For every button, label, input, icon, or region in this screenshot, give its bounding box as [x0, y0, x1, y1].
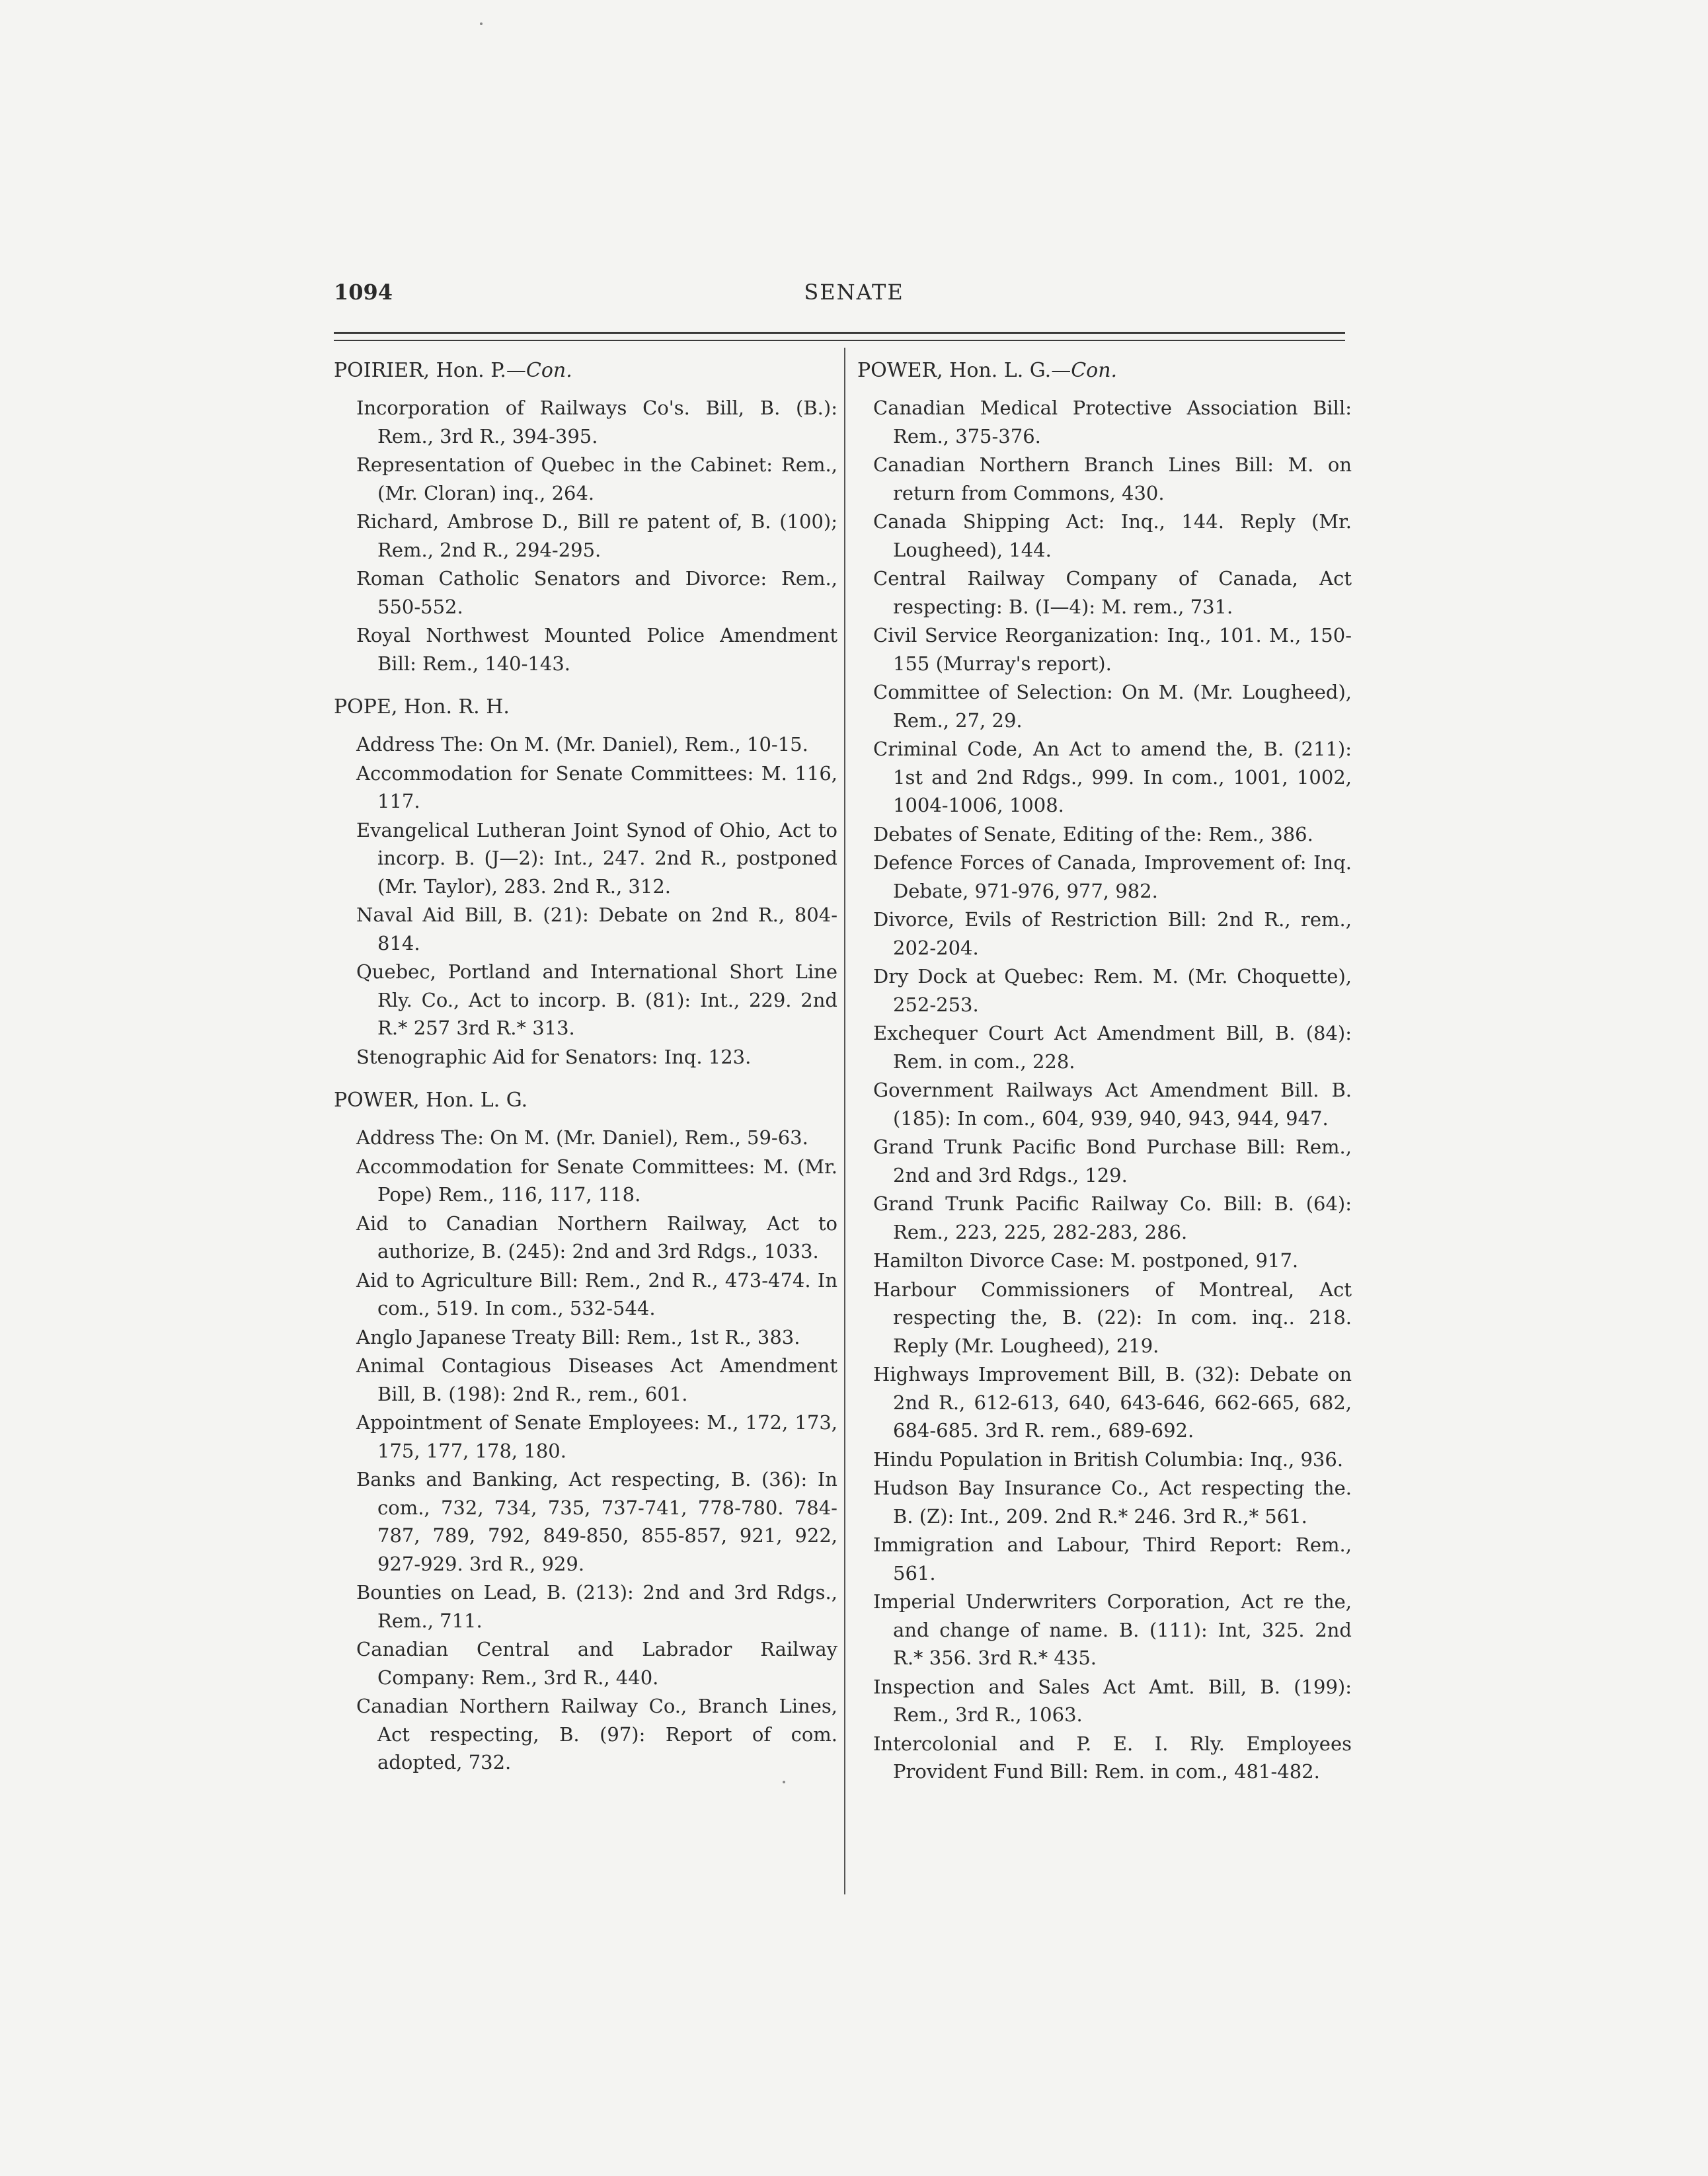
index-entry: Dry Dock at Quebec: Rem. M. (Mr. Choquette), 252-253. — [873, 965, 1352, 1016]
index-entry: Debates of Senate, Editing of the: Rem., 386. — [873, 822, 1313, 845]
page-number: 1094 — [334, 280, 393, 305]
index-entry: Grand Trunk Pacific Bond Purchase Bill: Rem., 2nd and 3rd Rdgs., 129. — [873, 1136, 1352, 1186]
right-column — [857, 357, 1352, 1787]
scan-speck — [783, 1781, 785, 1783]
column-divider — [844, 348, 845, 1894]
index-entry: Accommodation for Senate Committees: M. 116, 117. — [356, 761, 837, 812]
index-entry: Incorporation of Railways Co's. Bill, B. (B.): Rem., 3rd R., 394-395. — [356, 397, 837, 447]
index-heading — [334, 693, 837, 721]
index-entry: Stenographic Aid for Senators: Inq. 123. — [356, 1045, 752, 1068]
heading-name: POWER, Hon. L. G. — [334, 1089, 528, 1112]
heading-name: POPE, Hon. R. H. — [334, 695, 510, 719]
index-entry: Aid to Canadian Northern Railway, Act to authorize, B. (245): 2nd and 3rd Rdgs., 1033. — [356, 1212, 837, 1263]
index-heading — [334, 357, 837, 385]
index-entry: Hindu Population in British Columbia: Inq., 936. — [873, 1448, 1344, 1471]
index-entry: Exchequer Court Act Amendment Bill, B. (84): Rem. in com., 228. — [873, 1022, 1352, 1073]
heading-continued: Con. — [525, 359, 572, 382]
index-entry: Naval Aid Bill, B. (21): Debate on 2nd R., 804-814. — [356, 904, 837, 954]
index-entry: Inspection and Sales Act Amt. Bill, B. (199): Rem., 3rd R., 1063. — [873, 1675, 1352, 1726]
index-entry: Evangelical Lutheran Joint Synod of Ohio, Act to incorp. B. (J—2): Int., 247. 2nd R., postponed (Mr. Taylor), 283. 2nd R., 312. — [356, 818, 837, 898]
index-entry: Banks and Banking, Act respecting, B. (36): In com., 732, 734, 735, 737-741, 778-780. 784-787, 789, 792, 849-850, 855-857, 921, 922, 927-929. 3rd R., 929. — [356, 1468, 837, 1575]
index-entry: Hamilton Divorce Case: M. postponed, 917. — [873, 1249, 1299, 1272]
index-entry: Animal Contagious Diseases Act Amendment Bill, B. (198): 2nd R., rem., 601. — [356, 1354, 837, 1405]
index-entry: Accommodation for Senate Committees: M. (Mr. Pope) Rem., 116, 117, 118. — [356, 1155, 837, 1206]
heading-name: POIRIER, Hon. P.— — [334, 359, 526, 382]
index-entry: Roman Catholic Senators and Divorce: Rem., 550-552. — [356, 567, 837, 618]
index-entry: Immigration and Labour, Third Report: Rem., 561. — [873, 1534, 1352, 1584]
index-entry: Intercolonial and P. E. I. Rly. Employees Provident Fund Bill: Rem. in com., 481-482. — [873, 1732, 1352, 1783]
index-heading — [334, 1087, 837, 1114]
index-entry: Committee of Selection: On M. (Mr. Lougheed), Rem., 27, 29. — [873, 681, 1352, 732]
index-entry: Imperial Underwriters Corporation, Act re the, and change of name. B. (111): Int, 325. 2nd R.* 356. 3rd R.* 435. — [873, 1590, 1352, 1669]
header-rule-lower — [334, 340, 1345, 341]
index-entry: Canadian Northern Railway Co., Branch Lines, Act respecting, B. (97): Report of com. adopted, 732. — [356, 1695, 837, 1773]
header-rule — [334, 332, 1345, 334]
index-entry: Government Railways Act Amendment Bill. B. (185): In com., 604, 939, 940, 943, 944, 947. — [873, 1079, 1352, 1130]
index-entry: Civil Service Reorganization: Inq., 101. M., 150-155 (Murray's report). — [873, 624, 1352, 675]
index-entry: Quebec, Portland and International Short Line Rly. Co., Act to incorp. B. (81): Int., 229. 2nd R.* 257 3rd R.* 313. — [356, 960, 837, 1039]
index-entry: Hudson Bay Insurance Co., Act respecting the. B. (Z): Int., 209. 2nd R.* 246. 3rd R.,* 561. — [873, 1477, 1352, 1528]
index-entry: Aid to Agriculture Bill: Rem., 2nd R., 473-474. In com., 519. In com., 532-544. — [356, 1268, 837, 1319]
running-head: SENATE — [804, 280, 904, 305]
index-entry: Richard, Ambrose D., Bill re patent of, B. (100); Rem., 2nd R., 294-295. — [356, 510, 837, 561]
left-column — [334, 357, 837, 1777]
index-entry: Canadian Central and Labrador Railway Company: Rem., 3rd R., 440. — [356, 1638, 837, 1689]
index-entry: Royal Northwest Mounted Police Amendment Bill: Rem., 140-143. — [356, 624, 837, 675]
heading-name: POWER, Hon. L. G.— — [857, 359, 1071, 382]
index-entry: Harbour Commissioners of Montreal, Act respecting the, B. (22): In com. inq.. 218. Reply (Mr. Lougheed), 219. — [873, 1278, 1352, 1357]
index-entry: Canadian Medical Protective Association Bill: Rem., 375-376. — [873, 397, 1352, 447]
index-entry: Anglo Japanese Treaty Bill: Rem., 1st R., 383. — [356, 1325, 800, 1348]
index-entry: Address The: On M. (Mr. Daniel), Rem., 59-63. — [356, 1126, 808, 1149]
index-heading — [857, 357, 1352, 385]
index-entry: Defence Forces of Canada, Improvement of: Inq. Debate, 971-976, 977, 982. — [873, 851, 1352, 902]
heading-continued: Con. — [1071, 359, 1118, 382]
index-entry: Bounties on Lead, B. (213): 2nd and 3rd Rdgs., Rem., 711. — [356, 1581, 837, 1632]
index-entry: Divorce, Evils of Restriction Bill: 2nd R., rem., 202-204. — [873, 908, 1352, 959]
index-entry: Canada Shipping Act: Inq., 144. Reply (Mr. Lougheed), 144. — [873, 510, 1352, 561]
index-entry: Appointment of Senate Employees: M., 172, 173, 175, 177, 178, 180. — [356, 1411, 837, 1462]
index-entry: Grand Trunk Pacific Railway Co. Bill: B. (64): Rem., 223, 225, 282-283, 286. — [873, 1192, 1352, 1243]
index-entry: Highways Improvement Bill, B. (32): Debate on 2nd R., 612-613, 640, 643-646, 662-665, 682, 684-685. 3rd R. rem., 689-692. — [873, 1363, 1352, 1442]
index-entry: Central Railway Company of Canada, Act respecting: B. (I—4): M. rem., 731. — [873, 567, 1352, 618]
index-entry: Canadian Northern Branch Lines Bill: M. on return from Commons, 430. — [873, 453, 1352, 504]
index-entry: Representation of Quebec in the Cabinet: Rem., (Mr. Cloran) inq., 264. — [356, 453, 837, 504]
scan-speck — [480, 22, 483, 25]
index-entry: Criminal Code, An Act to amend the, B. (211): 1st and 2nd Rdgs., 999. In com., 1001, 1002, 1004-1006, 1008. — [873, 738, 1352, 816]
index-entry: Address The: On M. (Mr. Daniel), Rem., 10-15. — [356, 733, 808, 756]
